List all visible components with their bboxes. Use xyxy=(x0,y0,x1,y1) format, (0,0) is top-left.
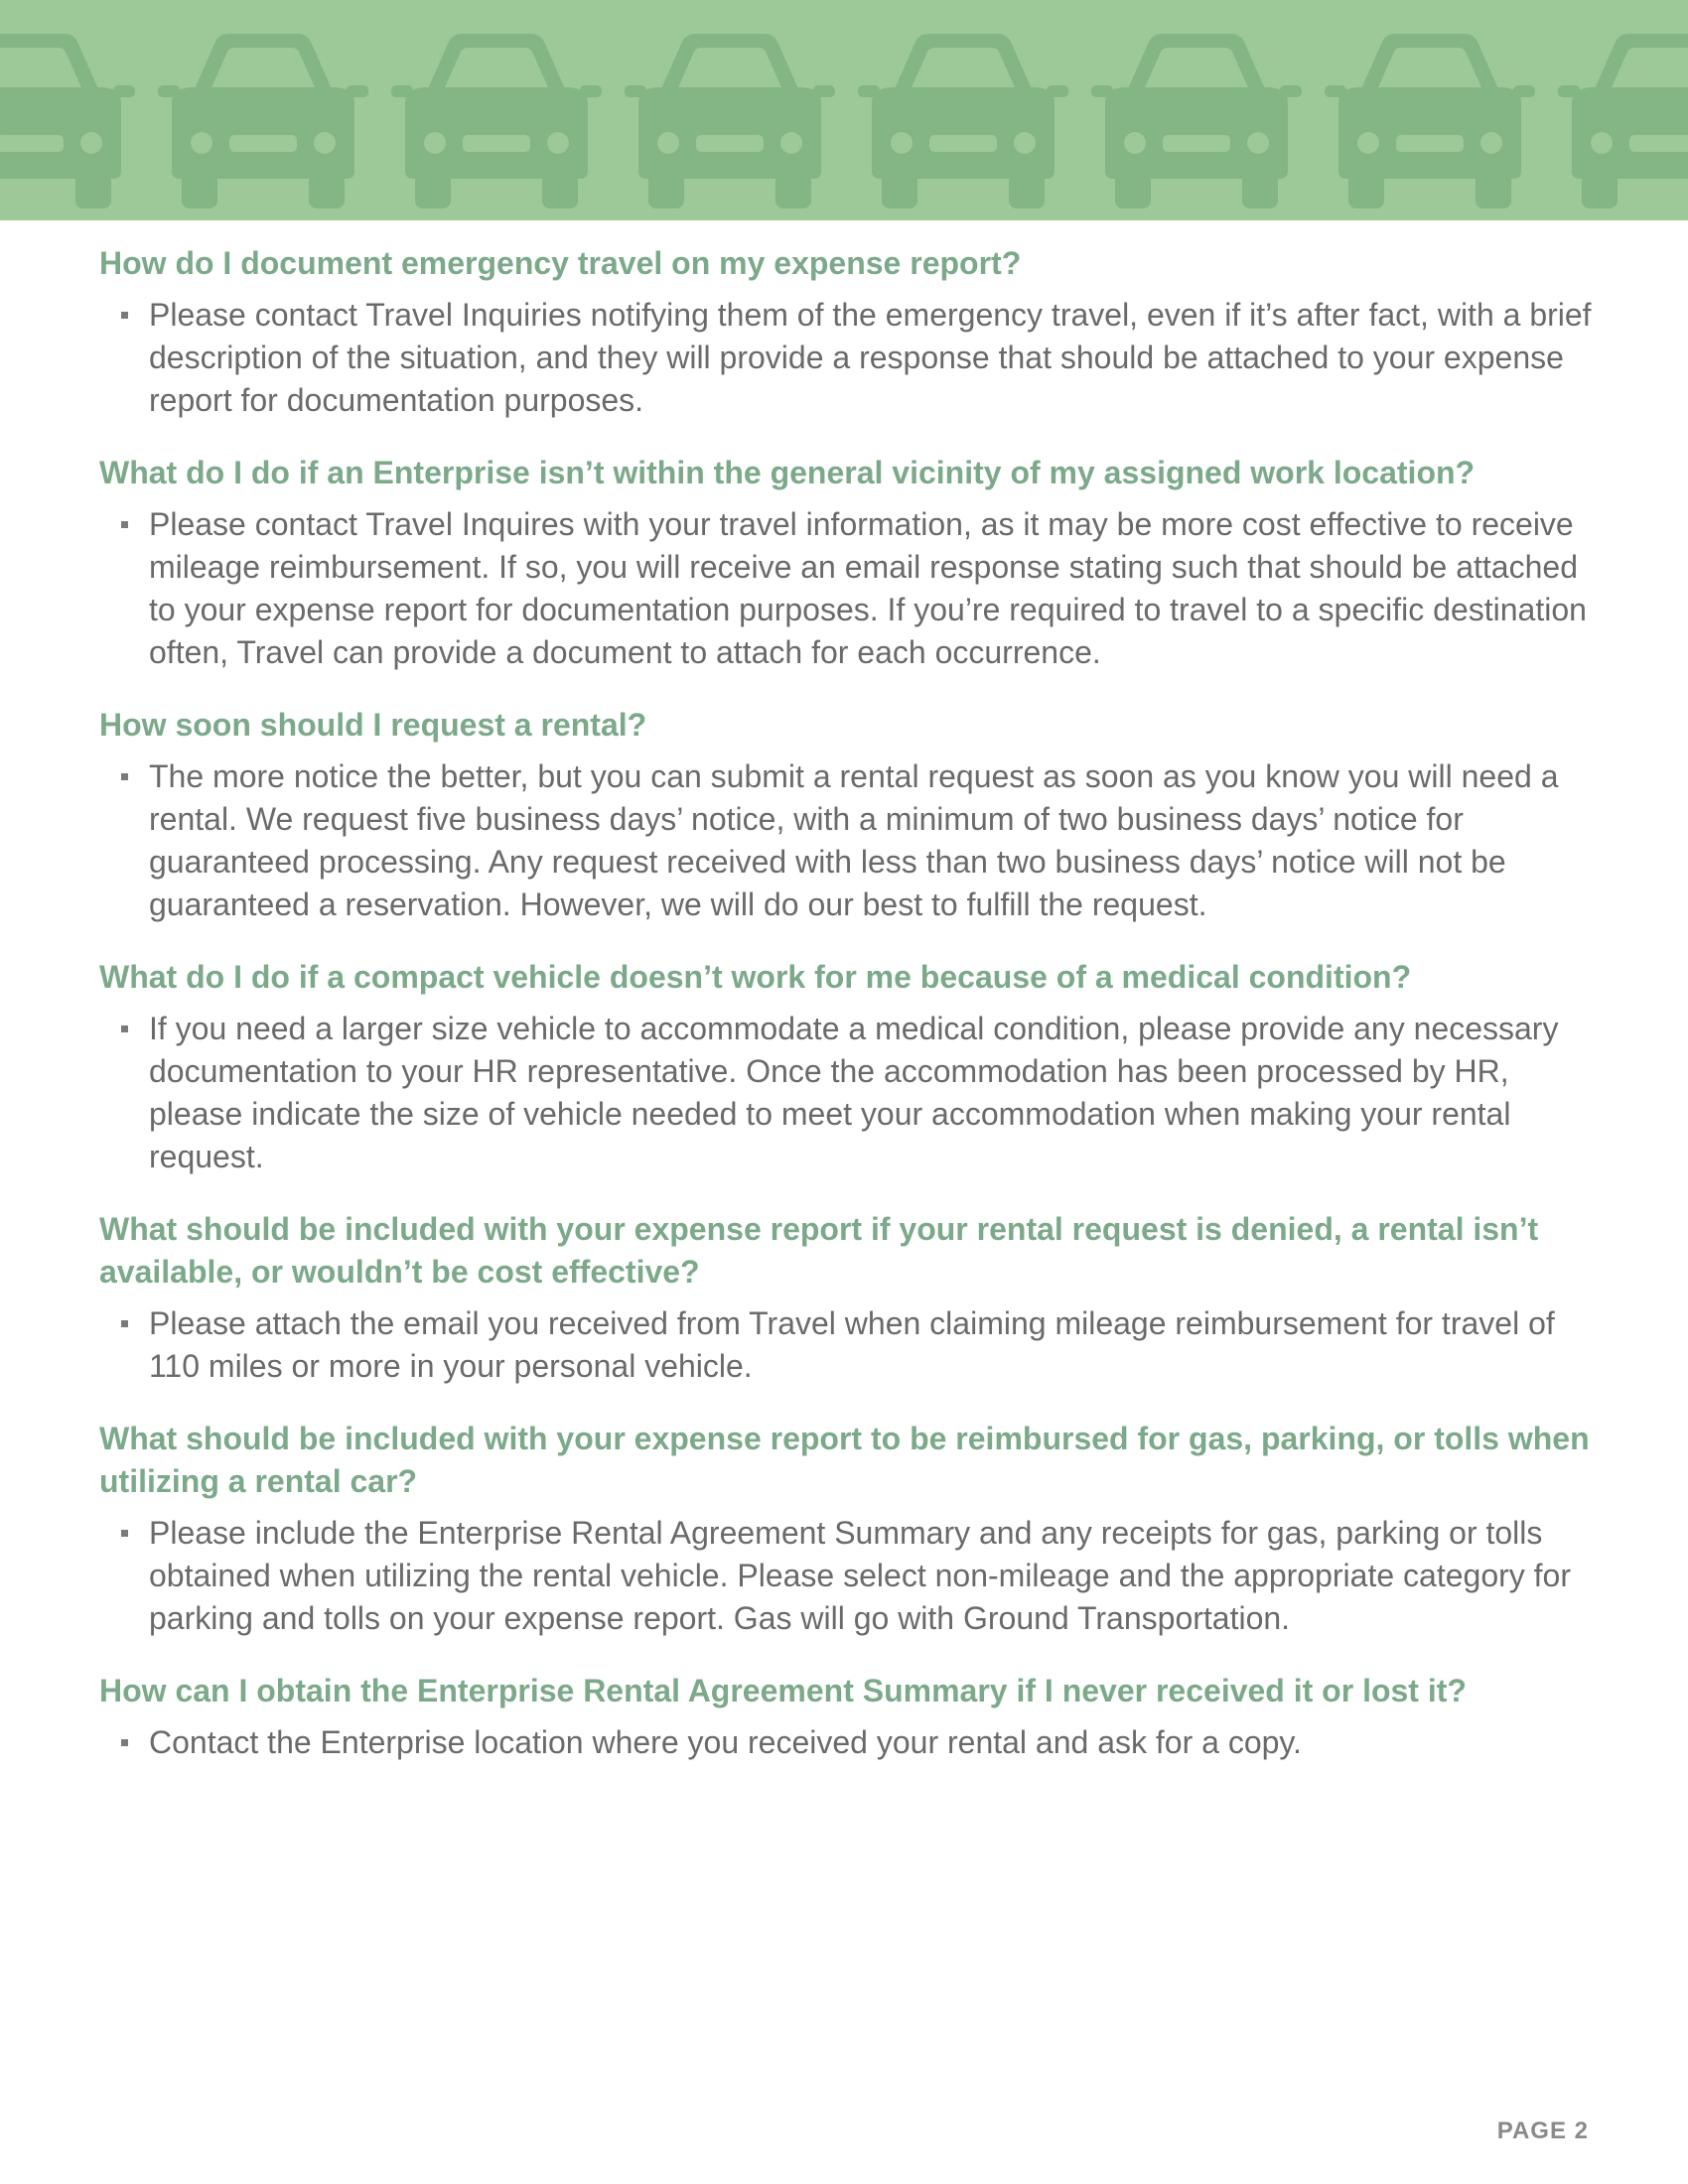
faq-answer xyxy=(99,1512,1594,1640)
faq-question: How soon should I request a rental? xyxy=(99,707,647,743)
answer-list xyxy=(99,1512,1594,1640)
faq-item xyxy=(99,704,1594,926)
car-icon xyxy=(0,34,135,208)
faq-item xyxy=(99,242,1594,422)
faq-answer-text: Contact the Enterprise location where you received your rental and ask for a copy. xyxy=(149,1724,1302,1760)
car-icon xyxy=(1091,34,1302,208)
answer-list xyxy=(99,294,1594,422)
car-icon xyxy=(625,34,835,208)
faq-answer-text: Please contact Travel Inquiries notifying them of the emergency travel, even if it’s after fact, with a brief description of the situation, and they will provide a response that should be attached to your expense report for documentation purposes. xyxy=(149,297,1592,418)
faq-item xyxy=(99,1418,1594,1640)
page-number: PAGE 2 xyxy=(1496,2117,1589,2144)
faq-answer-text: Please contact Travel Inquires with your travel information, as it may be more cost effective to receive mileage reimbursement. If so, you will receive an email response stating such that should be attached to your expense report for documentation purposes. If you’re required to travel to a specific destination often, Travel can provide a document to attach for each occurrence. xyxy=(149,506,1587,670)
faq-answer xyxy=(99,1008,1594,1178)
faq-item xyxy=(99,1670,1594,1764)
faq-question: What should be included with your expense report if your rental request is denied, a rental isn’t available, or wouldn’t be cost effective? xyxy=(99,1211,1539,1290)
car-pattern xyxy=(0,0,1688,220)
faq-question: What do I do if an Enterprise isn’t within the general vicinity of my assigned work location? xyxy=(99,455,1476,490)
car-icon xyxy=(1325,34,1535,208)
faq-answer-text: If you need a larger size vehicle to accommodate a medical condition, please provide any necessary documentation to your HR representative. Once the accommodation has been processed by HR, please indicate the size of vehicle needed to meet your accommodation when making your rental request. xyxy=(149,1011,1559,1174)
faq-answer xyxy=(99,503,1594,674)
answer-list xyxy=(99,1302,1594,1388)
car-icon xyxy=(858,34,1068,208)
bullet-icon xyxy=(121,773,128,780)
car-icon xyxy=(391,34,602,208)
answer-list xyxy=(99,755,1594,926)
bullet-icon xyxy=(121,312,128,319)
header-banner xyxy=(0,0,1688,220)
answer-list xyxy=(99,1008,1594,1178)
car-icon xyxy=(1558,34,1688,208)
bullet-icon xyxy=(121,1320,128,1327)
faq-question: How do I document emergency travel on my expense report? xyxy=(99,245,1022,281)
bullet-icon xyxy=(121,1530,128,1537)
faq-answer-text: The more notice the better, but you can submit a rental request as soon as you know you will need a rental. We request five business days’ notice, with a minimum of two business days’ notice for guaranteed processing. Any request received with less than two business days’ notice will not be guaranteed a reservation. However, we will do our best to fulfill the request. xyxy=(149,758,1559,922)
faq-answer xyxy=(99,294,1594,422)
faq-answer xyxy=(99,755,1594,926)
faq-item xyxy=(99,1208,1594,1388)
faq-answer-text: Please include the Enterprise Rental Agreement Summary and any receipts for gas, parking or tolls obtained when utilizing the rental vehicle. Please select non-mileage and the appropriate category for parking and tolls on your expense report. Gas will go with Ground Transportation. xyxy=(149,1515,1571,1636)
faq-item xyxy=(99,452,1594,674)
bullet-icon xyxy=(121,1025,128,1032)
faq-question: How can I obtain the Enterprise Rental Agreement Summary if I never received it or lost it? xyxy=(99,1673,1467,1708)
faq-answer xyxy=(99,1302,1594,1388)
faq-item xyxy=(99,956,1594,1178)
faq-question: What should be included with your expense report to be reimbursed for gas, parking, or tolls when utilizing a rental car? xyxy=(99,1421,1590,1499)
car-icon xyxy=(158,34,368,208)
faq-question: What do I do if a compact vehicle doesn’t work for me because of a medical condition? xyxy=(99,959,1412,995)
bullet-icon xyxy=(121,521,128,528)
answer-list xyxy=(99,503,1594,674)
answer-list xyxy=(99,1721,1594,1764)
faq-list xyxy=(99,242,1594,1794)
bullet-icon xyxy=(121,1739,128,1746)
faq-answer xyxy=(99,1721,1594,1764)
faq-answer-text: Please attach the email you received from Travel when claiming mileage reimbursement for travel of 110 miles or more in your personal vehicle. xyxy=(149,1305,1555,1384)
